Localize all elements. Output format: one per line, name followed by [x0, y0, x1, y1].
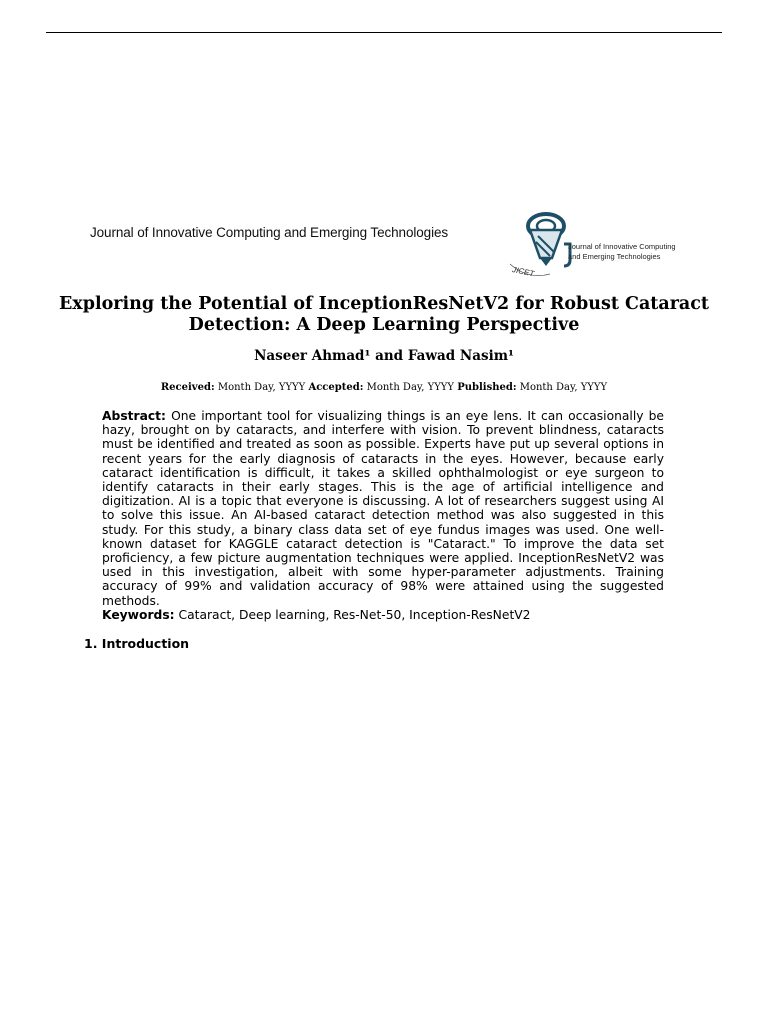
- abstract-text: One important tool for visualizing things is an eye lens. It can occasionally be hazy, brought on by cataracts, and interfere with vision. To prevent blindness, cataracts must be identified and treated as soon as possible. Experts have put up several options in recent years for the early diagnosis of cataracts in the eyes. However, because early cataract identification is difficult, it takes a skilled ophthalmologist or eye surgeon to identify cataracts in their early stages. This is the age of artificial intelligence and digitization. AI is a topic that everyone is discussing. A lot of researchers suggest using AI to solve this issue. An AI-based cataract detection method was also suggested in this study. For this study, a binary class data set of eye fundus images was used. One well-known dataset for KAGGLE cataract detection is "Cataract." To improve the data set proficiency, a few picture augmentation techniques were applied. InceptionResNetV2 was used in this investigation, albeit with some hyper-parameter adjustments. Training accuracy of 99% and validation accuracy of 98% were attained using the suggested methods.: [102, 409, 664, 608]
- section-heading-introduction: 1. Introduction: [84, 636, 190, 651]
- published-date: Month Day, YYYY: [519, 382, 608, 393]
- keywords-label: Keywords:: [102, 608, 175, 622]
- logo-caption: [568, 242, 676, 261]
- publication-dates: [0, 382, 768, 393]
- abstract-label: Abstract:: [102, 409, 166, 423]
- top-rule: [46, 32, 722, 33]
- published-label: Published:: [457, 382, 517, 393]
- logo-caption-line1: Journal of Innovative Computing: [568, 242, 676, 251]
- journal-banner-title: Journal of Innovative Computing and Emerging Technologies: [90, 225, 449, 240]
- keywords-text: Cataract, Deep learning, Res-Net-50, Inception-ResNetV2: [178, 608, 531, 622]
- seal-text: JICET: [511, 265, 536, 279]
- accepted-date: Month Day, YYYY: [366, 382, 454, 393]
- pen-nib-icon: [528, 214, 570, 266]
- paper-authors: Naseer Ahmad¹ and Fawad Nasim¹: [254, 348, 514, 364]
- received-date: Month Day, YYYY: [217, 382, 306, 393]
- logo-caption-line2: and Emerging Technologies: [568, 251, 661, 261]
- accepted-label: Accepted:: [308, 382, 364, 393]
- abstract: [102, 409, 664, 608]
- paper-title: Exploring the Potential of InceptionResNetV2 for Robust Cataract Detection: A Deep Learning Perspective: [58, 294, 710, 335]
- keywords: [102, 608, 664, 622]
- received-label: Received:: [160, 382, 215, 393]
